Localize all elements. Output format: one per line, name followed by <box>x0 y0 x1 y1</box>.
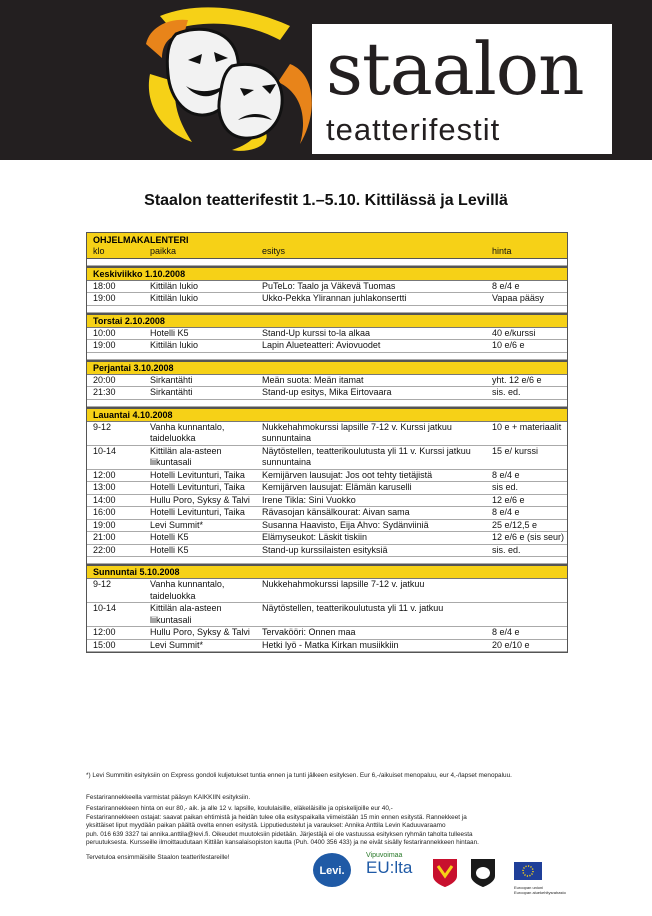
cell-place: Kittilän lukio <box>150 293 199 303</box>
brand-name: staalon <box>326 27 584 111</box>
eu-flag-caption: Euroopan unioni Euroopan aluekehitysrahasto <box>514 885 566 895</box>
col-header-time: klo <box>93 246 105 256</box>
welcome-text: Tervetuloa ensimmäisille Staalon teatterifestareille! <box>86 854 230 861</box>
cell-time: 9-12 <box>93 579 112 589</box>
cell-time: 20:00 <box>93 374 116 385</box>
cell-place: Kittilän lukio <box>150 280 199 291</box>
cell-show: Kemijärven lausujat: Jos oot tehty tietäjistä <box>262 469 433 480</box>
cell-show: Hetki lyö - Matka Kirkan musiikkiin <box>262 639 399 650</box>
column-headers <box>87 246 567 258</box>
day-spacer <box>87 400 567 407</box>
cell-price: 10 e/6 e <box>492 340 525 350</box>
cell-time: 19:00 <box>93 340 116 350</box>
table-row <box>87 545 567 558</box>
table-row <box>87 281 567 294</box>
col-header-price: hinta <box>492 246 512 256</box>
cell-place: Hotelli Levitunturi, Taika <box>150 507 245 517</box>
table-row <box>87 375 567 388</box>
table-row <box>87 293 567 306</box>
cell-place: Hotelli K5 <box>150 532 189 542</box>
cell-price: 8 e/4 e <box>492 627 520 637</box>
cell-show: Irene Tikla: Sini Vuokko <box>262 494 356 505</box>
levi-logo <box>312 852 352 893</box>
day-spacer <box>87 306 567 313</box>
poster-header <box>0 0 652 160</box>
municipal-coat-of-arms-icon <box>470 858 496 888</box>
cell-place: Kittilän ala-asteen liikuntasali <box>150 445 222 467</box>
table-row <box>87 470 567 483</box>
table-row <box>87 495 567 508</box>
cell-time: 18:00 <box>93 280 116 291</box>
info-text <box>86 794 566 847</box>
cell-time: 21:30 <box>93 387 116 397</box>
cell-time: 10-14 <box>93 603 117 613</box>
theatre-masks-logo <box>140 4 320 154</box>
cell-price: 25 e/12,5 e <box>492 519 538 530</box>
cell-show: Susanna Haavisto, Eija Ahvo: Sydänviiniä <box>262 519 429 530</box>
eu-logo-top: Vipuvoimaa <box>366 852 403 859</box>
cell-place: Kittilän ala-asteen liikuntasali <box>150 603 222 625</box>
col-header-place: paikka <box>150 246 177 256</box>
cell-price: 20 e/10 e <box>492 639 530 650</box>
cell-place: Vanha kunnantalo, taideluokka <box>150 579 225 601</box>
day-header: Torstai 2.10.2008 <box>87 313 567 328</box>
cell-show: Näytöstellen, teatterikoulutusta yli 11 v. jatkuu <box>262 603 444 613</box>
cell-place: Hotelli K5 <box>150 327 189 338</box>
table-row <box>87 507 567 520</box>
cell-show: Nukkehahmokurssi lapsille 7-12 v. Kurssi jatkuu sunnuntaina <box>262 421 452 443</box>
brand-block <box>312 24 612 154</box>
table-row <box>87 387 567 400</box>
cell-show: Elämyseukot: Läskit tiskiin <box>262 532 368 542</box>
info-line: Festarirannekkeen ostajat: saavat paikan ehtimistä ja heidän tulee olla esityspaikalla viimeistään 15 min ennen esitystä. Rannekkeet ja <box>86 813 467 821</box>
cell-place: Hotelli Levitunturi, Taika <box>150 469 245 480</box>
table-row <box>87 340 567 353</box>
cell-place: Levi Summit* <box>150 639 204 650</box>
cell-time: 22:00 <box>93 544 116 555</box>
day-header: Sunnuntai 5.10.2008 <box>87 564 567 579</box>
info-line: yksittäiset liput myydään paikan päältä ovelta ennen esitystä. Lipputiedustelut ja varaukset: Annika Anttila Levin Kaduuvaraamo <box>86 822 446 830</box>
cell-time: 14:00 <box>93 494 116 505</box>
table-row <box>87 532 567 545</box>
cell-show: Nukkehahmokurssi lapsille 7-12 v. jatkuu <box>262 579 425 589</box>
cell-time: 10:00 <box>93 327 116 338</box>
cell-price: sis. ed. <box>492 544 521 555</box>
cell-price <box>492 603 567 626</box>
cell-time: 9-12 <box>93 421 112 432</box>
cell-time: 15:00 <box>93 639 116 650</box>
table-row <box>87 482 567 495</box>
cell-price: 12 e/6 e (sis seur) <box>492 532 565 542</box>
cell-price: 40 e/kurssi <box>492 327 536 338</box>
info-line: Festarirannekkeen hinta on eur 80,- aik. ja alle 12 v. lapsille, koululaisille, eläkeläisille ja opiskelijoille eur 40,- <box>86 805 393 813</box>
cell-place: Hullu Poro, Syksy & Talvi <box>150 494 250 505</box>
cell-show: Ukko-Pekka Ylirannan juhlakonsertti <box>262 293 407 303</box>
cell-show: Stand-up esitys, Mika Eirtovaara <box>262 387 392 397</box>
cell-place: Sirkantähti <box>150 387 193 397</box>
cell-price: 8 e/4 e <box>492 507 520 517</box>
cell-show: Tervakööri: Onnen maa <box>262 627 356 637</box>
page-title: Staalon teatterifestit 1.–5.10. Kittilässä ja Levillä <box>144 192 508 209</box>
table-header <box>87 233 567 259</box>
cell-show: Meän suota: Meän itamat <box>262 374 364 385</box>
cell-price: 15 e/ kurssi <box>492 445 539 456</box>
cell-time: 19:00 <box>93 293 116 303</box>
cell-time: 16:00 <box>93 507 116 517</box>
day-header: Lauantai 4.10.2008 <box>87 407 567 422</box>
brand-subtitle: teatterifestit <box>326 112 501 147</box>
cell-price: 12 e/6 e <box>492 494 525 505</box>
table-row <box>87 520 567 533</box>
cell-price: 10 e + materiaalit <box>492 421 562 432</box>
table-row <box>87 627 567 640</box>
cell-show: Stand-Up kurssi to-la alkaa <box>262 327 371 338</box>
cell-place: Vanha kunnantalo, taideluokka <box>150 421 225 443</box>
cell-place: Sirkantähti <box>150 374 193 385</box>
cell-price <box>492 579 567 602</box>
eu-vipuvoimaa-logo <box>366 852 412 877</box>
cell-time: 13:00 <box>93 482 116 492</box>
day-spacer <box>87 259 567 266</box>
eu-flag <box>514 862 566 895</box>
day-spacer <box>87 353 567 360</box>
cell-price: Vapaa pääsy <box>492 293 544 303</box>
day-header: Perjantai 3.10.2008 <box>87 360 567 375</box>
footnote: *) Levi Summitin esityksiin on Express gondoli kuljetukset tuntia ennen ja tunti jälkeen esityksen. Eur 6,-/aikuiset menopaluu, eur 4,-/lapset menopaluu. <box>86 772 512 779</box>
cell-price: 8 e/4 e <box>492 469 520 480</box>
eu-logo-main: EU:lta <box>366 858 413 877</box>
table-row <box>87 579 567 603</box>
program-table <box>86 232 568 653</box>
cell-place: Hullu Poro, Syksy & Talvi <box>150 627 250 637</box>
cell-show: Näytöstellen, teatterikoulutusta yli 11 v. Kurssi jatkuu sunnuntaina <box>262 445 471 467</box>
col-header-show: esitys <box>262 246 286 256</box>
cell-show: Rävasojan känsälkourat: Aivan sama <box>262 507 410 517</box>
cell-time: 19:00 <box>93 519 116 530</box>
cell-place: Kittilän lukio <box>150 340 199 350</box>
table-row <box>87 603 567 627</box>
cell-price: sis. ed. <box>492 387 521 397</box>
cell-price: 8 e/4 e <box>492 280 520 291</box>
cell-show: Lapin Alueteatteri: Aviovuodet <box>262 340 381 350</box>
table-row <box>87 328 567 341</box>
cell-place: Hotelli Levitunturi, Taika <box>150 482 245 492</box>
cell-time: 12:00 <box>93 469 116 480</box>
eu-flag-icon <box>514 862 542 880</box>
info-line: puh. 016 639 3327 tai annika.anttila@levi.fi. Oikeudet muutoksiin pidetään. Järjestäjä ei ole vastuussa esityksen ryhmän taholta tulleesta <box>86 830 473 838</box>
cell-show: Stand-up kurssilaisten esityksiä <box>262 544 388 555</box>
program-days <box>87 259 567 653</box>
cell-time: 12:00 <box>93 627 116 637</box>
cell-show: Kemijärven lausujat: Elämän karuselli <box>262 482 412 492</box>
table-row <box>87 446 567 470</box>
table-row <box>87 422 567 446</box>
cell-price: yht. 12 e/6 e <box>492 374 542 385</box>
info-line: peruutuksesta. Kursseille ilmoittaudutaan Kittilän kansalaisopiston kautta (Puh. 0400 356 433) ja ne eivät sisälly festarirannekkeen hintaan. <box>86 839 479 847</box>
cell-place: Hotelli K5 <box>150 544 189 555</box>
table-caption: OHJELMAKALENTERI <box>93 235 189 245</box>
cell-time: 10-14 <box>93 445 117 456</box>
table-row <box>87 640 567 653</box>
levi-logo-text: Levi. <box>319 865 345 877</box>
day-spacer <box>87 557 567 564</box>
cell-time: 21:00 <box>93 532 116 542</box>
cell-price: sis ed. <box>492 482 519 492</box>
day-header: Keskiviikko 1.10.2008 <box>87 266 567 281</box>
cell-show: PuTeLo: Taalo ja Väkevä Tuomas <box>262 280 396 291</box>
kittila-coat-of-arms-icon <box>432 858 458 888</box>
cell-place: Levi Summit* <box>150 519 204 530</box>
info-line: Festarirannekkeella varmistat pääsyn KAIKKIIN esityksiin. <box>86 794 251 801</box>
